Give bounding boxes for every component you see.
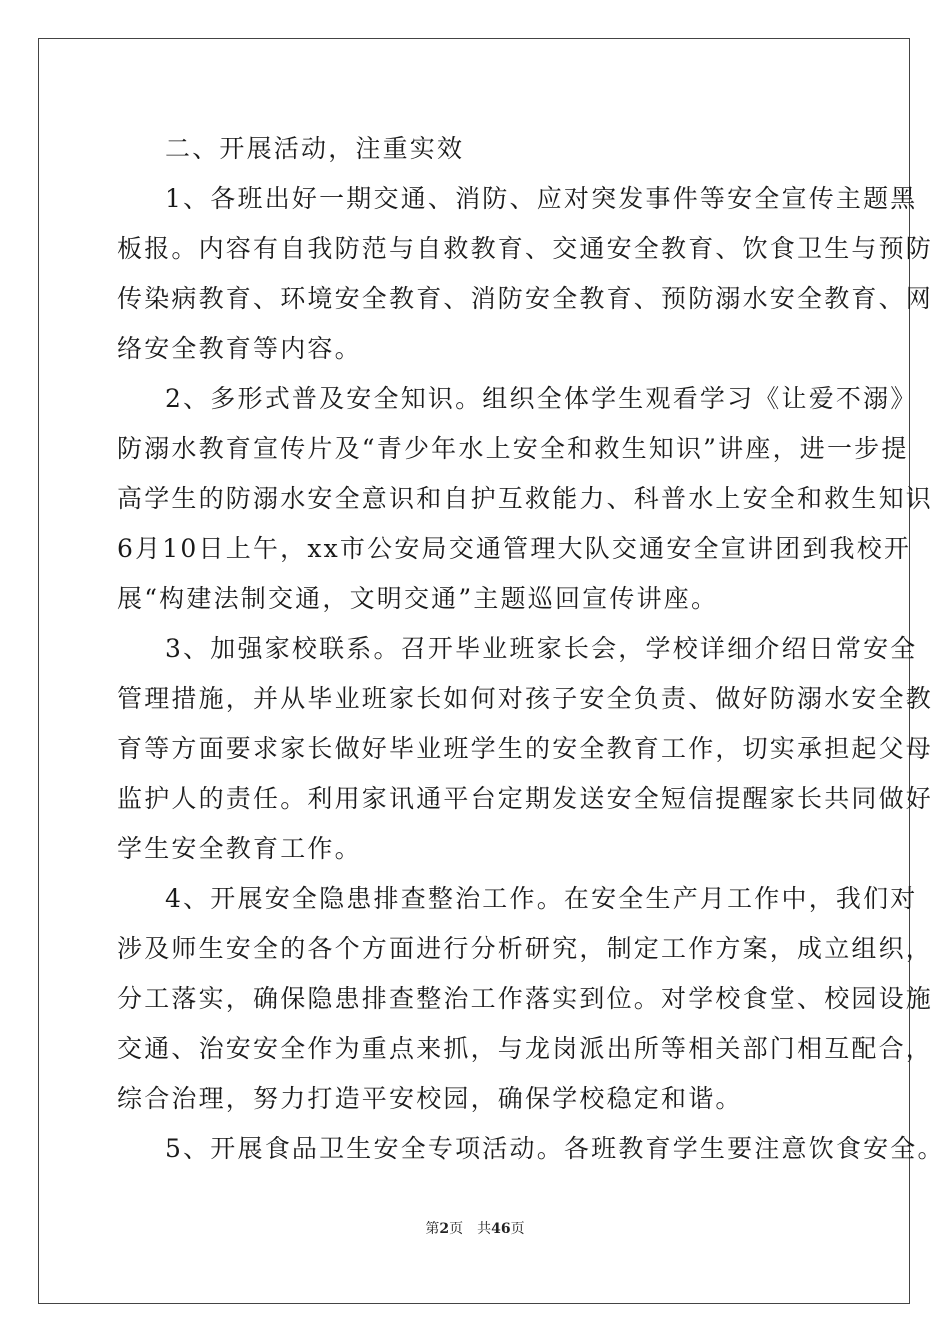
section-heading: 二、开展活动，注重实效 bbox=[165, 134, 465, 163]
paragraph-line: 3、加强家校联系。召开毕业班家长会，学校详细介绍日常安全 bbox=[165, 634, 918, 663]
paragraph-line: 展“构建法制交通，文明交通”主题巡回宣传讲座。 bbox=[117, 584, 719, 613]
paragraph-line: 涉及师生安全的各个方面进行分析研究，制定工作方案，成立组织， bbox=[117, 934, 934, 963]
paragraph-line: 学生安全教育工作。 bbox=[117, 834, 362, 863]
paragraph-line: 综合治理，努力打造平安校园，确保学校稳定和谐。 bbox=[117, 1084, 743, 1113]
paragraph-line: 管理措施，并从毕业班家长如何对孩子安全负责、做好防溺水安全教 bbox=[117, 684, 934, 713]
page-footer bbox=[0, 1218, 950, 1238]
paragraph-line: 分工落实，确保隐患排查整治工作落实到位。对学校食堂、校园设施 bbox=[117, 984, 934, 1013]
paragraph-line: 2、多形式普及安全知识。组织全体学生观看学习《让爱不溺》 bbox=[165, 384, 918, 413]
total-suffix: 页 bbox=[510, 1221, 525, 1237]
paragraph-line: 高学生的防溺水安全意识和自护互救能力、科普水上安全和救生知识 bbox=[117, 484, 934, 513]
paragraph-line: 传染病教育、环境安全教育、消防安全教育、预防溺水安全教育、网 bbox=[117, 284, 934, 313]
paragraph-line: 防溺水教育宣传片及“青少年水上安全和救生知识”讲座，进一步提 bbox=[117, 434, 909, 463]
paragraph-line: 1、各班出好一期交通、消防、应对突发事件等安全宣传主题黑 bbox=[165, 184, 918, 213]
paragraph-line: 监护人的责任。利用家讯通平台定期发送安全短信提醒家长共同做好 bbox=[117, 784, 934, 813]
page-current: 2 bbox=[439, 1221, 450, 1237]
page-prefix: 第 bbox=[425, 1221, 440, 1237]
paragraph-line: 4、开展安全隐患排查整治工作。在安全生产月工作中，我们对 bbox=[165, 884, 918, 913]
page-suffix: 页 bbox=[449, 1221, 464, 1237]
paragraph-line: 6月10日上午，xx市公安局交通管理大队交通安全宣讲团到我校开 bbox=[117, 534, 912, 563]
paragraph-line: 络安全教育等内容。 bbox=[117, 334, 362, 363]
paragraph-line: 交通、治安安全作为重点来抓，与龙岗派出所等相关部门相互配合， bbox=[117, 1034, 934, 1063]
paragraph-line: 5、开展食品卫生安全专项活动。各班教育学生要注意饮食安全。 bbox=[165, 1134, 945, 1163]
paragraph-line: 育等方面要求家长做好毕业班学生的安全教育工作，切实承担起父母 bbox=[117, 734, 934, 763]
paragraph-line: 板报。内容有自我防范与自救教育、交通安全教育、饮食卫生与预防 bbox=[117, 234, 934, 263]
total-prefix: 共 bbox=[477, 1221, 492, 1237]
page-total: 46 bbox=[491, 1221, 511, 1237]
